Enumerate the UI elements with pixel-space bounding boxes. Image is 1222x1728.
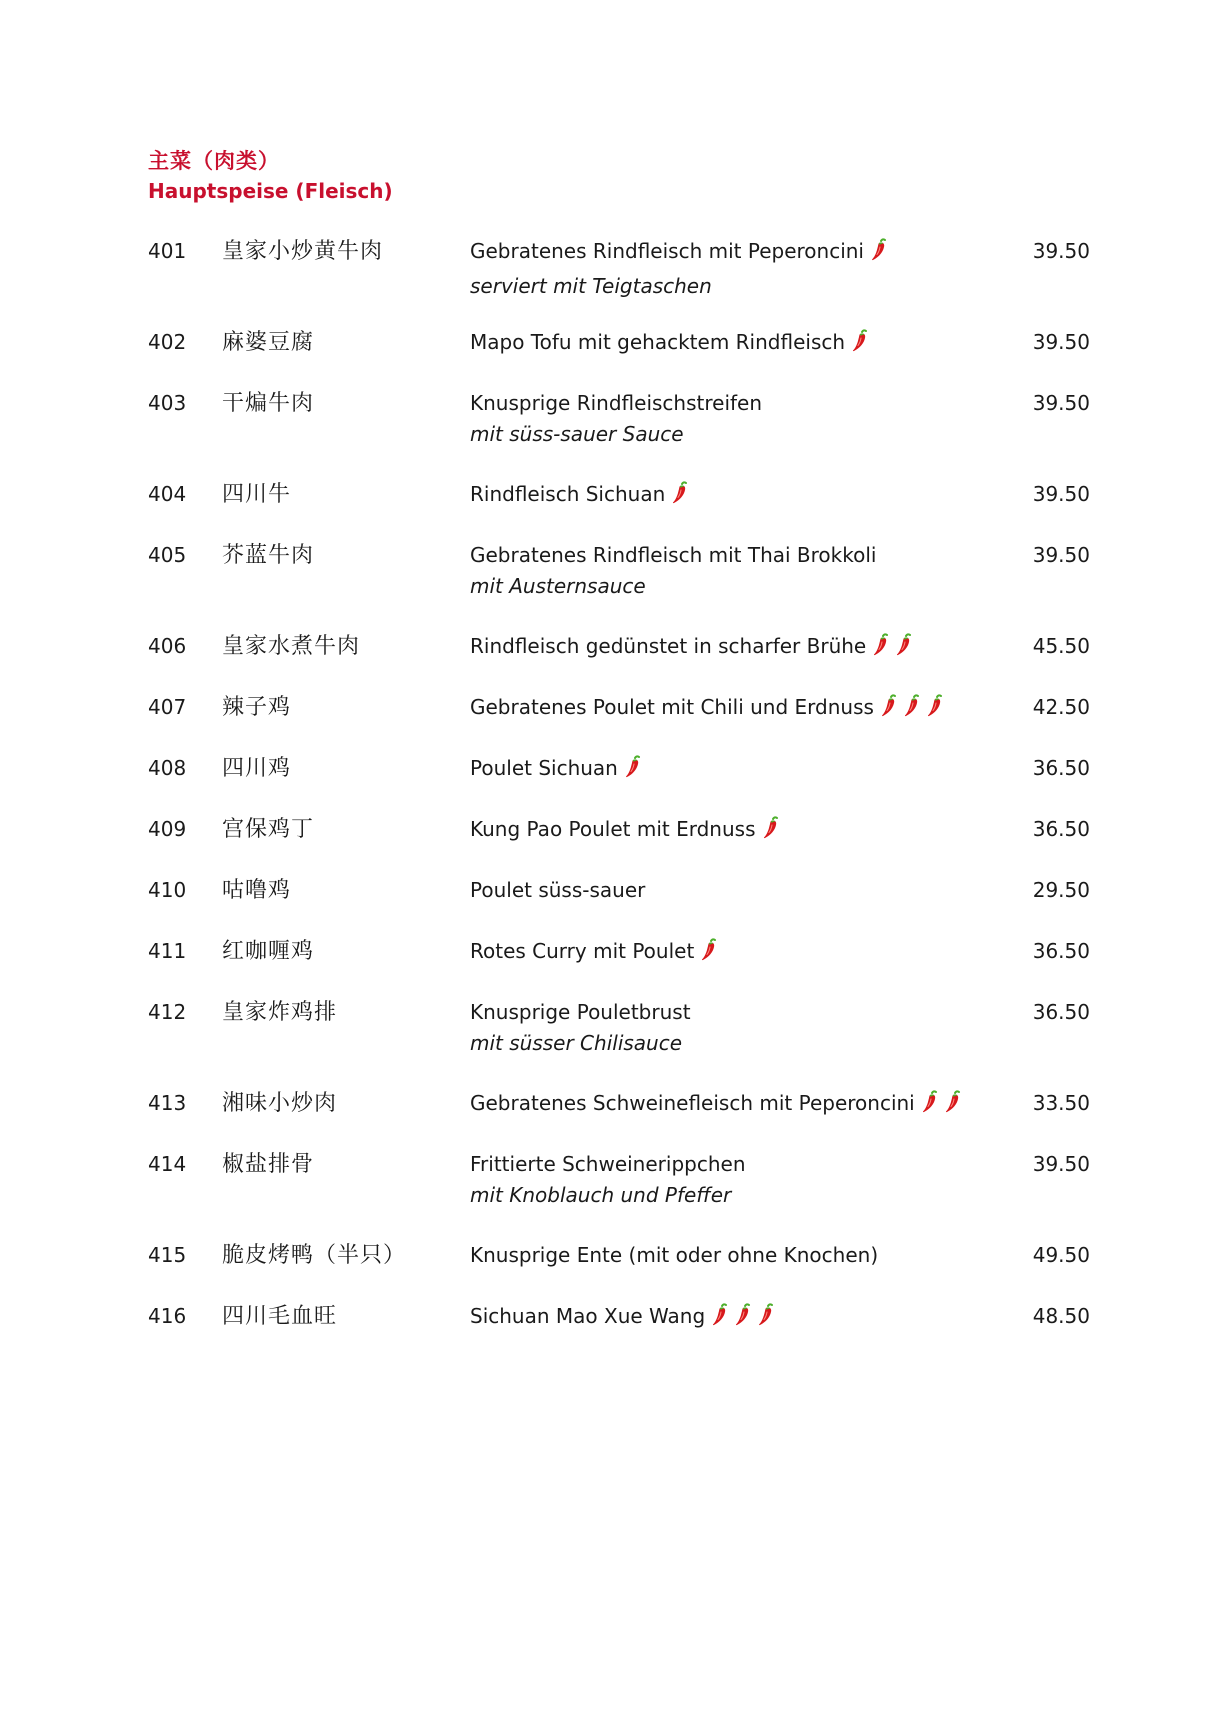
item-price: 36.50 — [1032, 1000, 1090, 1024]
item-description — [470, 236, 1030, 302]
menu-item-411 — [148, 936, 1098, 997]
spiciness-indicator — [851, 329, 874, 362]
chili-icon — [895, 633, 913, 657]
item-number: 415 — [148, 1243, 187, 1267]
item-description — [470, 936, 1030, 971]
item-description-main: Rindfleisch gedünstet in scharfer Brühe — [470, 634, 867, 658]
item-price: 39.50 — [1032, 391, 1090, 415]
item-number: 401 — [148, 239, 187, 263]
item-description — [470, 1240, 1030, 1271]
item-price: 49.50 — [1032, 1243, 1090, 1267]
item-number: 406 — [148, 634, 187, 658]
item-description — [470, 814, 1030, 849]
item-description — [470, 753, 1030, 788]
item-description-main: Gebratenes Poulet mit Chili und Erdnuss — [470, 695, 874, 719]
item-number: 403 — [148, 391, 187, 415]
item-name-chinese: 宫保鸡丁 — [222, 817, 315, 842]
chili-icon — [671, 481, 689, 505]
item-description-main: Knusprige Pouletbrust — [470, 1000, 691, 1024]
item-description — [470, 540, 1030, 602]
menu-item-408 — [148, 753, 1098, 814]
item-number: 410 — [148, 878, 187, 902]
item-price: 39.50 — [1032, 1152, 1090, 1176]
spiciness-indicator — [711, 1303, 780, 1336]
chili-icon — [926, 694, 944, 718]
spiciness-indicator — [671, 481, 694, 514]
item-price: 29.50 — [1032, 878, 1090, 902]
chili-icon — [921, 1090, 939, 1114]
menu-item-401 — [148, 236, 1098, 327]
item-number: 408 — [148, 756, 187, 780]
item-price: 39.50 — [1032, 239, 1090, 263]
item-number: 416 — [148, 1304, 187, 1328]
item-description-main: Rotes Curry mit Poulet — [470, 939, 695, 963]
item-description — [470, 1149, 1030, 1211]
chili-icon — [711, 1303, 729, 1327]
item-price: 42.50 — [1032, 695, 1090, 719]
item-number: 412 — [148, 1000, 187, 1024]
item-description-detail: mit süsser Chilisauce — [470, 1031, 683, 1055]
item-price: 33.50 — [1032, 1091, 1090, 1115]
spiciness-indicator — [762, 816, 785, 849]
spiciness-indicator — [870, 238, 893, 271]
menu-item-412 — [148, 997, 1098, 1088]
item-description-main: Kung Pao Poulet mit Erdnuss — [470, 817, 756, 841]
menu-list — [148, 236, 1098, 1362]
spiciness-indicator — [700, 938, 723, 971]
item-description-main: Knusprige Rindfleischstreifen — [470, 391, 763, 415]
item-description-detail: serviert mit Teigtaschen — [470, 274, 712, 298]
menu-item-407 — [148, 692, 1098, 753]
item-description — [470, 997, 1030, 1059]
spiciness-indicator — [880, 694, 949, 727]
item-description-detail: mit süss-sauer Sauce — [470, 422, 684, 446]
menu-item-409 — [148, 814, 1098, 875]
item-number: 409 — [148, 817, 187, 841]
menu-item-404 — [148, 479, 1098, 540]
item-name-chinese: 皇家水煮牛肉 — [222, 634, 361, 659]
item-number: 404 — [148, 482, 187, 506]
item-description-detail: mit Austernsauce — [470, 574, 646, 598]
chili-icon — [944, 1090, 962, 1114]
menu-item-403 — [148, 388, 1098, 479]
item-description — [470, 1301, 1030, 1336]
spiciness-indicator — [872, 633, 918, 666]
item-price: 39.50 — [1032, 482, 1090, 506]
chili-icon — [870, 238, 888, 262]
item-number: 407 — [148, 695, 187, 719]
spiciness-indicator — [624, 755, 647, 788]
chili-icon — [624, 755, 642, 779]
menu-item-415 — [148, 1240, 1098, 1301]
chili-icon — [851, 329, 869, 353]
menu-item-405 — [148, 540, 1098, 631]
item-number: 414 — [148, 1152, 187, 1176]
menu-item-402 — [148, 327, 1098, 388]
menu-item-406 — [148, 631, 1098, 692]
item-name-chinese: 椒盐排骨 — [222, 1152, 315, 1177]
item-description — [470, 631, 1030, 666]
item-name-chinese: 麻婆豆腐 — [222, 330, 315, 355]
item-price: 39.50 — [1032, 543, 1090, 567]
item-name-chinese: 四川牛 — [222, 482, 292, 507]
item-name-chinese: 干煸牛肉 — [222, 391, 315, 416]
menu-item-413 — [148, 1088, 1098, 1149]
item-description — [470, 479, 1030, 514]
item-name-chinese: 皇家小炒黄牛肉 — [222, 239, 384, 264]
item-number: 402 — [148, 330, 187, 354]
item-price: 48.50 — [1032, 1304, 1090, 1328]
item-name-chinese: 四川毛血旺 — [222, 1304, 338, 1329]
item-name-chinese: 湘味小炒肉 — [222, 1091, 338, 1116]
item-number: 411 — [148, 939, 187, 963]
section-heading — [148, 146, 393, 206]
item-name-chinese: 皇家炸鸡排 — [222, 1000, 338, 1025]
item-description-main: Mapo Tofu mit gehacktem Rindfleisch — [470, 330, 846, 354]
item-name-chinese: 咕噜鸡 — [222, 878, 292, 903]
item-name-chinese: 芥蓝牛肉 — [222, 543, 315, 568]
item-price: 45.50 — [1032, 634, 1090, 658]
item-description-detail: mit Knoblauch und Pfeffer — [470, 1183, 732, 1207]
item-price: 36.50 — [1032, 939, 1090, 963]
menu-item-414 — [148, 1149, 1098, 1240]
spiciness-indicator — [921, 1090, 967, 1123]
item-price: 36.50 — [1032, 817, 1090, 841]
chili-icon — [762, 816, 780, 840]
item-description — [470, 692, 1030, 727]
chili-icon — [880, 694, 898, 718]
chili-icon — [700, 938, 718, 962]
chili-icon — [872, 633, 890, 657]
item-price: 36.50 — [1032, 756, 1090, 780]
section-title-german: Hauptspeise (Fleisch) — [148, 179, 393, 203]
menu-item-416 — [148, 1301, 1098, 1362]
chili-icon — [903, 694, 921, 718]
chili-icon — [734, 1303, 752, 1327]
item-description — [470, 327, 1030, 362]
item-description — [470, 875, 1030, 906]
item-description-main: Gebratenes Rindfleisch mit Peperoncini — [470, 239, 864, 263]
item-description-main: Rindfleisch Sichuan — [470, 482, 666, 506]
item-number: 405 — [148, 543, 187, 567]
item-description-main: Frittierte Schweinerippchen — [470, 1152, 746, 1176]
item-price: 39.50 — [1032, 330, 1090, 354]
item-description — [470, 1088, 1030, 1123]
item-description-main: Knusprige Ente (mit oder ohne Knochen) — [470, 1243, 879, 1267]
item-description-main: Poulet süss-sauer — [470, 878, 646, 902]
item-description — [470, 388, 1030, 450]
chili-icon — [757, 1303, 775, 1327]
item-description-main: Gebratenes Rindfleisch mit Thai Brokkoli — [470, 543, 877, 567]
item-name-chinese: 四川鸡 — [222, 756, 292, 781]
item-description-main: Gebratenes Schweinefleisch mit Peperoncini — [470, 1091, 915, 1115]
item-name-chinese: 红咖喱鸡 — [222, 939, 315, 964]
item-description-main: Poulet Sichuan — [470, 756, 618, 780]
section-title-chinese: 主菜（肉类） — [148, 148, 280, 173]
item-number: 413 — [148, 1091, 187, 1115]
item-name-chinese: 辣子鸡 — [222, 695, 292, 720]
item-description-main: Sichuan Mao Xue Wang — [470, 1304, 706, 1328]
item-name-chinese: 脆皮烤鸭（半只） — [222, 1243, 407, 1268]
menu-item-410 — [148, 875, 1098, 936]
